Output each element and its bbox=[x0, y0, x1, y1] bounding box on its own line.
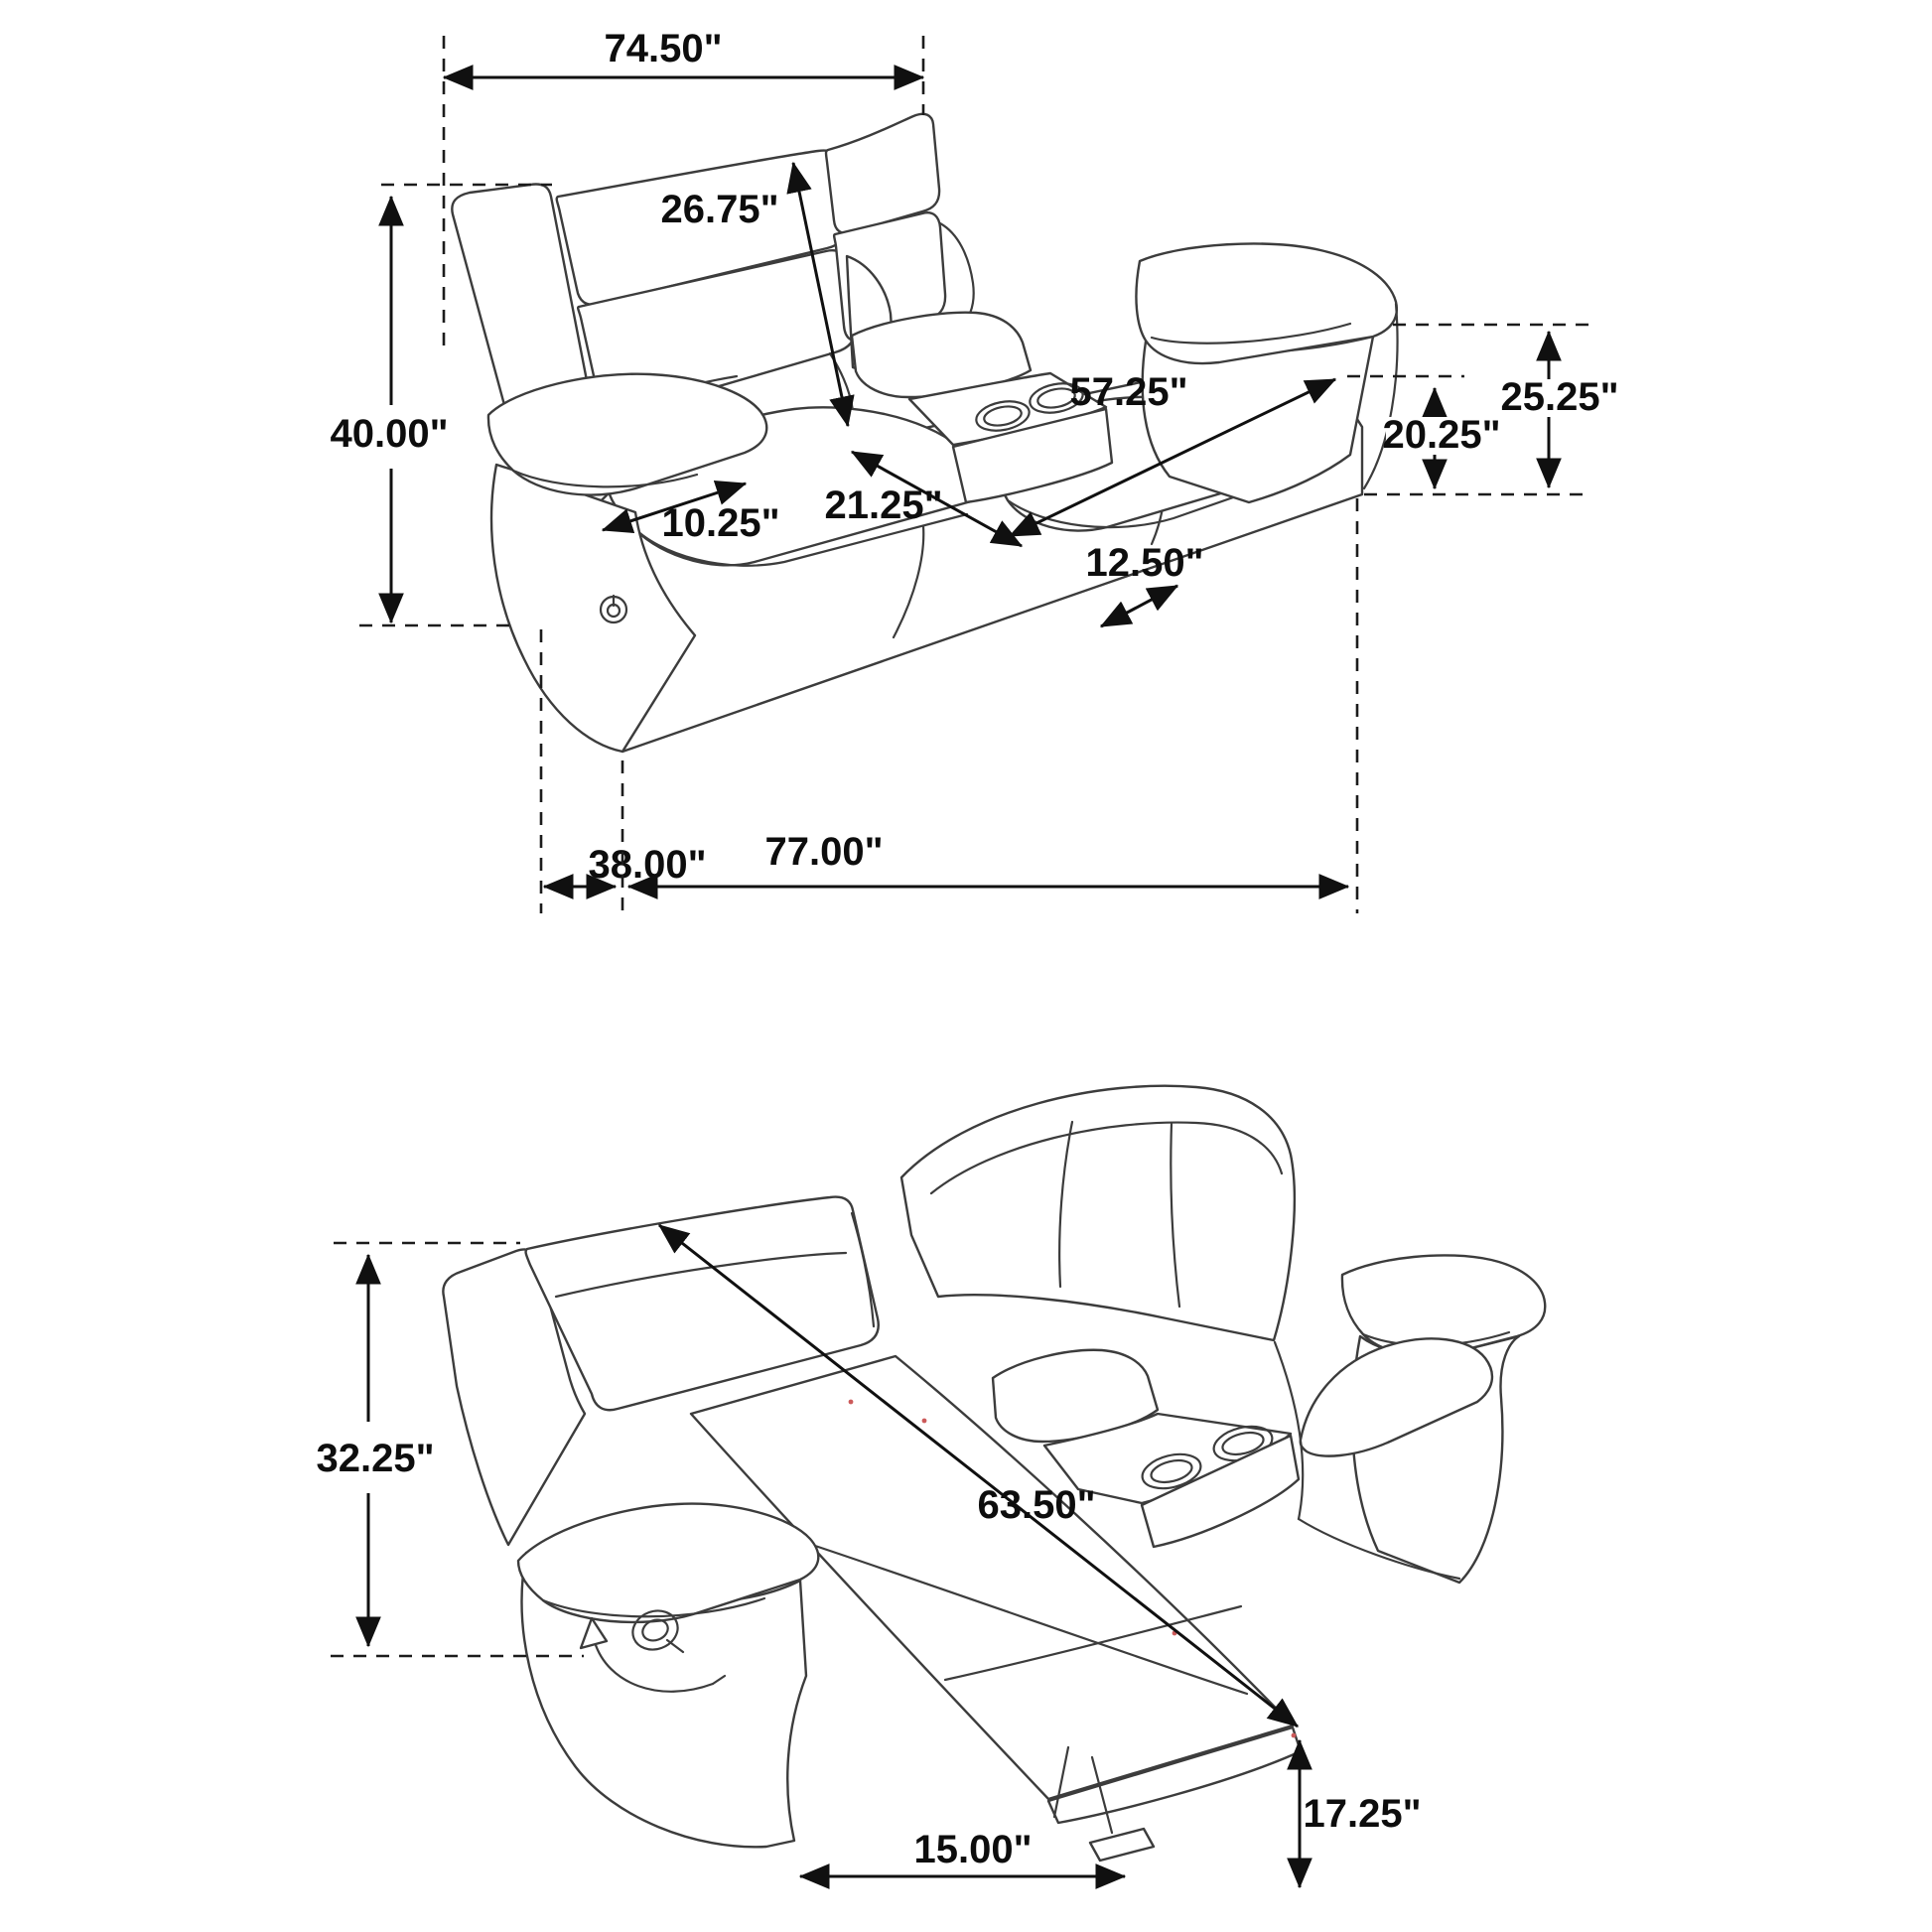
red-marker-dot bbox=[1292, 1733, 1297, 1738]
seat-depth-label: 21.25" bbox=[824, 483, 943, 527]
seating-area-width-label: 57.25" bbox=[1069, 370, 1188, 414]
reclined-overall-length-label: 63.50" bbox=[977, 1483, 1096, 1527]
overall-depth-label: 38.00" bbox=[588, 843, 707, 887]
dim-overall-depth bbox=[544, 843, 707, 887]
armrest-width-label: 10.25" bbox=[661, 501, 780, 545]
arm-height-label: 25.25" bbox=[1500, 375, 1619, 419]
upright-loveseat-figure bbox=[330, 27, 1618, 913]
dim-footrest-floor-gap bbox=[800, 1828, 1125, 1876]
back-cushion-diagonal-label: 26.75" bbox=[660, 188, 779, 231]
right-backrest bbox=[826, 114, 974, 341]
overall-width-label: 74.50" bbox=[604, 27, 723, 70]
overall-height-label: 40.00" bbox=[330, 412, 449, 456]
dim-arm-front-height bbox=[1347, 376, 1501, 488]
dim-console-width bbox=[1085, 541, 1203, 626]
dim-footrest-height bbox=[1300, 1740, 1422, 1887]
mechanism-foot bbox=[1090, 1829, 1154, 1861]
reclined-loveseat-figure bbox=[316, 1086, 1545, 1887]
dimension-arrow bbox=[1101, 586, 1177, 626]
console-width-label: 12.50" bbox=[1085, 541, 1204, 585]
reclined-back-height-label: 32.25" bbox=[316, 1437, 435, 1480]
red-marker-dot bbox=[922, 1419, 927, 1424]
dim-arm-height bbox=[1364, 325, 1619, 494]
arm-front-height-label: 20.25" bbox=[1382, 413, 1501, 457]
left-arm bbox=[518, 1504, 818, 1848]
right-backrest bbox=[901, 1086, 1295, 1340]
right-back-outer bbox=[901, 1086, 1295, 1340]
footrest-floor-gap-label: 15.00" bbox=[913, 1828, 1033, 1871]
red-marker-dot bbox=[849, 1400, 854, 1405]
base-width-label: 77.00" bbox=[764, 830, 884, 874]
footrest-height-label: 17.25" bbox=[1303, 1792, 1422, 1836]
